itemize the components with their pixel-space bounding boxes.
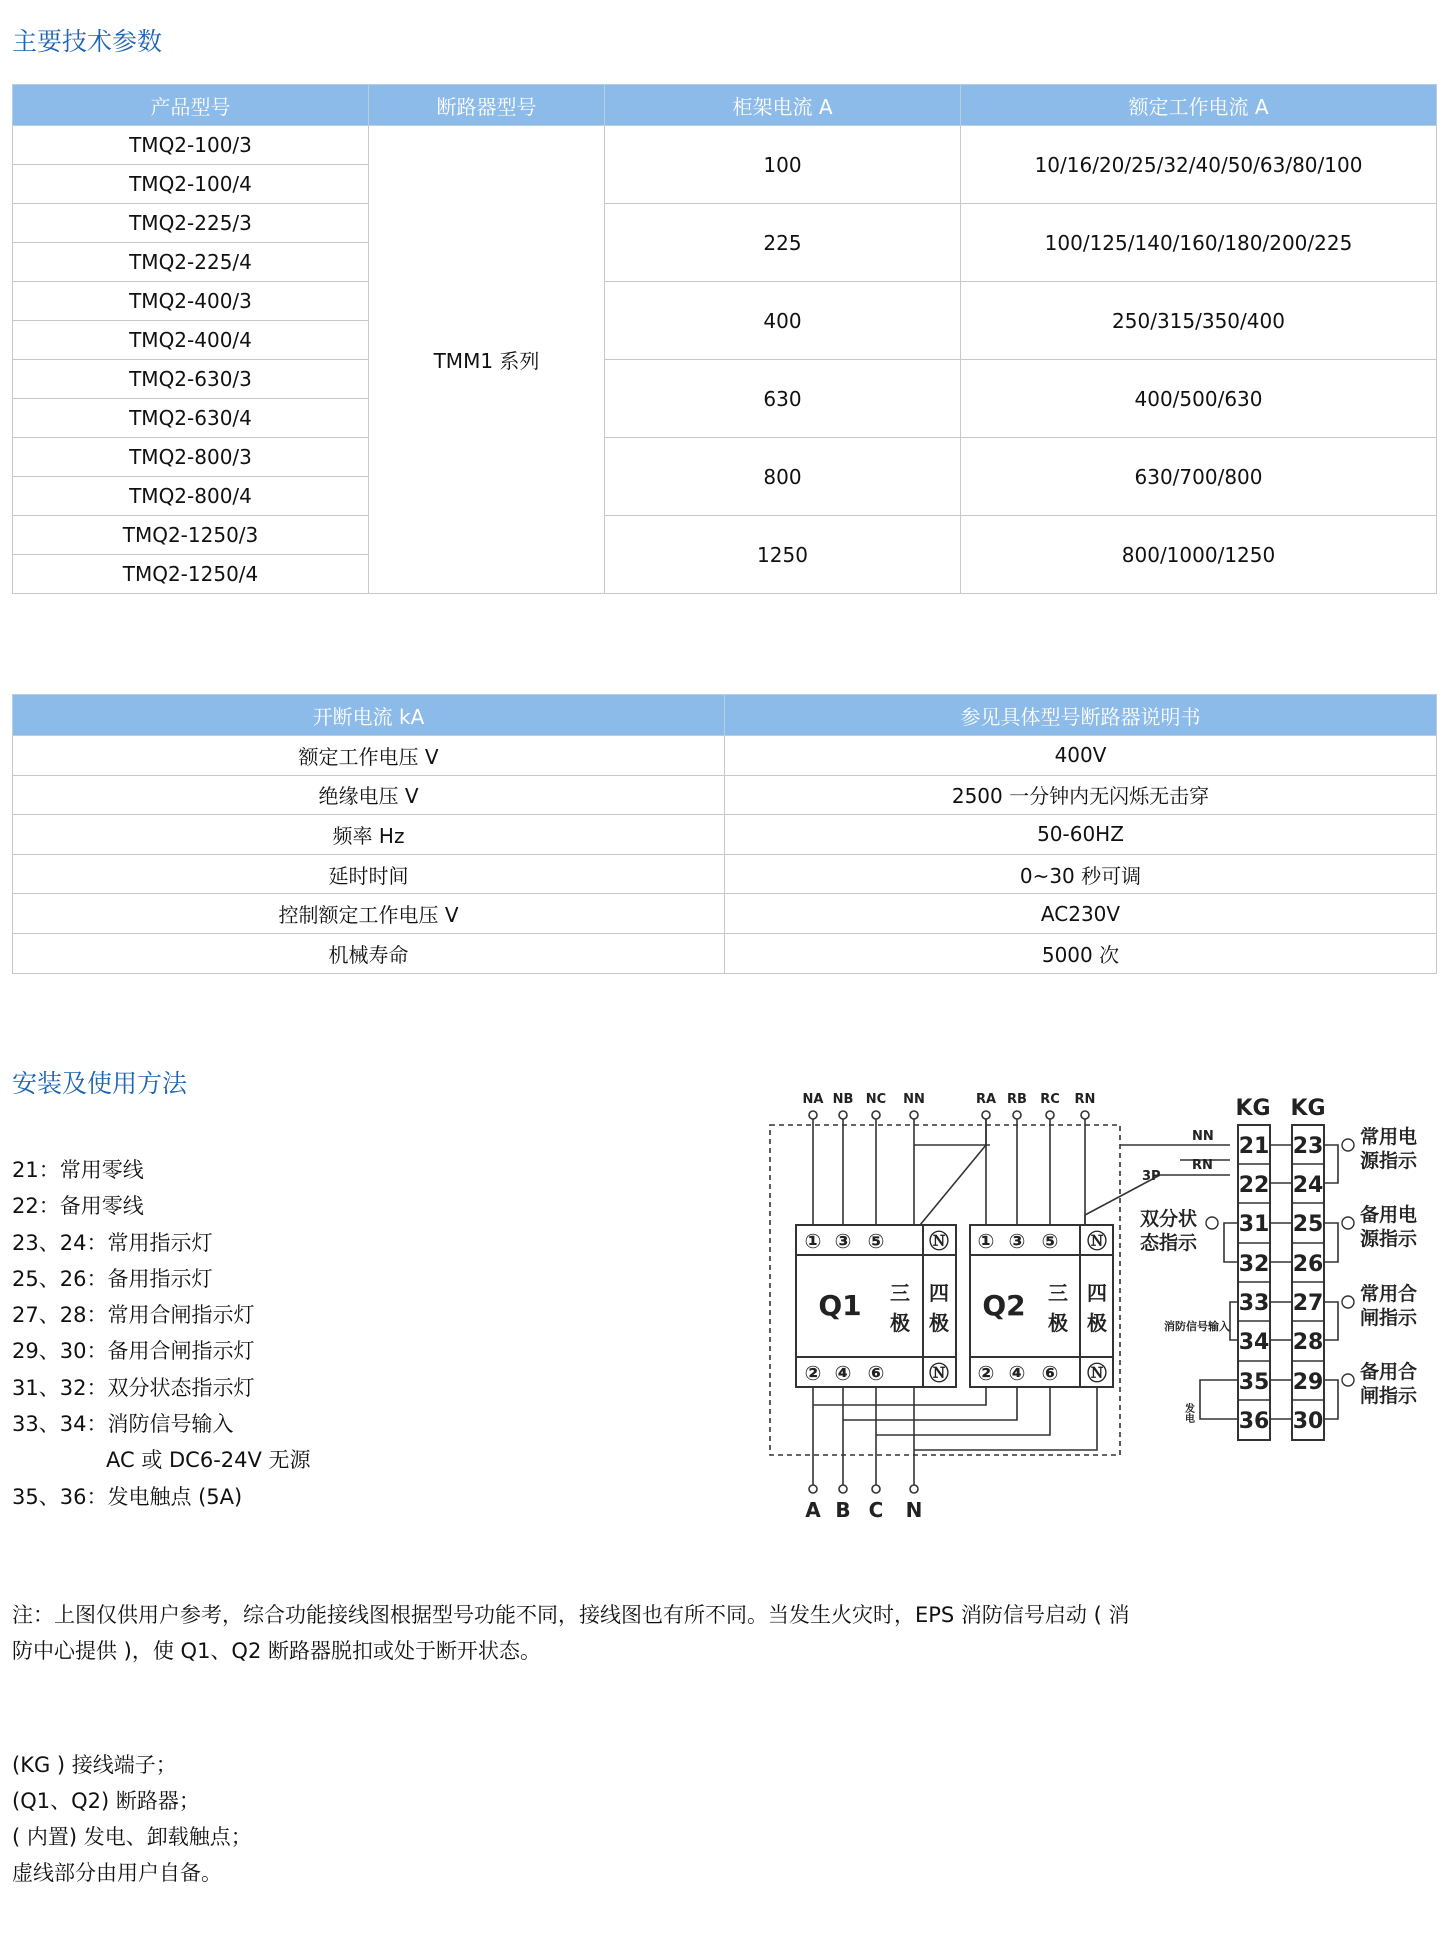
pole-label: 极 (1087, 1311, 1107, 1335)
table-row (13, 204, 1437, 243)
header-cell: 柜架电流 A (605, 85, 961, 126)
wiring-diagram (760, 1085, 1450, 1525)
frame-cell: 400 (605, 282, 961, 360)
kg-label: KG (1235, 1096, 1271, 1121)
model-cell: TMQ2-630/3 (13, 360, 369, 399)
legend-item: 35、36：发电触点 (5A) (12, 1484, 243, 1509)
lamp-label: 常用电 (1360, 1126, 1418, 1148)
lamp-label: 闸指示 (1360, 1385, 1418, 1407)
wire-label: 3P (1142, 1169, 1161, 1184)
legend-item: 21：常用零线 (12, 1158, 144, 1182)
header-cell: 产品型号 (13, 85, 369, 126)
terminal-number: 24 (1292, 1173, 1324, 1198)
param-cell: 绝缘电压 V (13, 775, 725, 815)
pole-label: 极 (1048, 1311, 1068, 1335)
lamp-label: 源指示 (1360, 1150, 1418, 1172)
section-title-specs: 主要技术参数 (12, 27, 163, 56)
main-spec-table (12, 84, 1437, 594)
param-cell: 额定工作电压 V (13, 736, 725, 776)
terminal-number: 35 (1238, 1370, 1270, 1395)
terminal-label: Ⓝ (1087, 1361, 1107, 1385)
model-cell: TMQ2-100/3 (13, 126, 369, 165)
terminal-number: 32 (1238, 1252, 1270, 1277)
model-cell: TMQ2-225/4 (13, 243, 369, 282)
terminal-label: ④ (834, 1361, 852, 1385)
rated-cell: 800/1000/1250 (961, 516, 1437, 594)
diagram-key (12, 1747, 252, 1891)
wire-label: RN (1192, 1158, 1213, 1173)
terminal-number: 21 (1238, 1134, 1270, 1159)
terminal-number: 34 (1238, 1330, 1270, 1355)
terminal-number: 25 (1292, 1212, 1324, 1237)
top-label: NB (832, 1092, 854, 1107)
pole-label: 三 (1048, 1281, 1068, 1305)
bottom-label: C (868, 1498, 884, 1522)
model-cell: TMQ2-1250/3 (13, 516, 369, 555)
table-row (13, 736, 1437, 776)
pole-label: 四 (1087, 1281, 1107, 1305)
param-cell: 延时时间 (13, 854, 725, 894)
model-cell: TMQ2-630/4 (13, 399, 369, 438)
param-cell: 机械寿命 (13, 933, 725, 973)
electrical-spec-table (12, 694, 1437, 974)
breaker-q2 (970, 1225, 1113, 1387)
terminal-number: 29 (1292, 1370, 1324, 1395)
value-cell: 400V (725, 736, 1437, 776)
terminal-number: 27 (1292, 1291, 1324, 1316)
key-item: (Q1、Q2) 断路器； (12, 1789, 200, 1813)
table-row (13, 815, 1437, 855)
frame-cell: 800 (605, 438, 961, 516)
frame-cell: 1250 (605, 516, 961, 594)
table-header-row (13, 85, 1437, 126)
terminal-number: 28 (1292, 1330, 1324, 1355)
table-row (13, 126, 1437, 165)
header-cell: 开断电流 kA (13, 695, 725, 736)
terminal-label: ⑤ (1041, 1229, 1059, 1253)
value-cell: 2500 一分钟内无闪烁无击穿 (725, 775, 1437, 815)
breaker-q1 (796, 1225, 956, 1387)
frame-cell: 630 (605, 360, 961, 438)
terminal-label: Ⓝ (929, 1229, 949, 1253)
terminal-label: ③ (834, 1229, 852, 1253)
param-cell: 频率 Hz (13, 815, 725, 855)
header-cell: 参见具体型号断路器说明书 (725, 695, 1437, 736)
lamp-icon (1342, 1374, 1354, 1386)
table-row (13, 775, 1437, 815)
terminal-label: ⑥ (867, 1361, 885, 1385)
legend-item: 29、30：备用合闸指示灯 (12, 1339, 255, 1364)
terminal-block-left (1238, 1125, 1270, 1440)
table-row (13, 854, 1437, 894)
rated-cell: 630/700/800 (961, 438, 1437, 516)
terminal-label: ③ (1008, 1229, 1026, 1253)
top-label: RC (1040, 1092, 1060, 1107)
terminal-label: ② (804, 1361, 822, 1385)
top-label: NC (865, 1092, 887, 1107)
terminal-label: ④ (1008, 1361, 1026, 1385)
terminal-legend (12, 1152, 311, 1515)
frame-cell: 100 (605, 126, 961, 204)
table-row (13, 438, 1437, 477)
section-title-install: 安装及使用方法 (12, 1069, 188, 1098)
terminal-label: ① (977, 1229, 995, 1253)
lamp-icon (1342, 1296, 1354, 1308)
top-label: RA (975, 1092, 997, 1107)
generator-label: 发电 (1182, 1403, 1194, 1423)
terminal-label: ⑥ (1041, 1361, 1059, 1385)
terminal-label: ⑤ (867, 1229, 885, 1253)
lamp-icon (1206, 1217, 1218, 1229)
pole-label: 三 (890, 1281, 910, 1305)
pole-label: 四 (929, 1281, 949, 1305)
wire-label: NN (1192, 1129, 1214, 1144)
terminal-block-right (1292, 1125, 1324, 1440)
terminal-label: ① (804, 1229, 822, 1253)
rated-cell: 10/16/20/25/32/40/50/63/80/100 (961, 126, 1437, 204)
value-cell: 50-60HZ (725, 815, 1437, 855)
value-cell: AC230V (725, 894, 1437, 934)
breaker-label-q2: Q2 (982, 1289, 1026, 1322)
frame-cell: 225 (605, 204, 961, 282)
note-text: 注：上图仅供用户参考，综合功能接线图根据型号功能不同，接线图也有所不同。当发生火灾时，EPS 消防信号启动 ( 消防中心提供 )，使 Q1、Q2 断路器脱扣或处于断开状态。 (12, 1603, 1130, 1663)
breaker-label-q1: Q1 (818, 1289, 862, 1322)
rated-cell: 400/500/630 (961, 360, 1437, 438)
table-row (13, 282, 1437, 321)
bottom-label: B (835, 1498, 851, 1522)
top-label: NA (802, 1092, 824, 1107)
terminal-label: ② (977, 1361, 995, 1385)
terminal-number: 22 (1238, 1173, 1270, 1198)
lamp-icon (1342, 1139, 1354, 1151)
kg-label: KG (1290, 1096, 1326, 1121)
model-cell: TMQ2-400/3 (13, 282, 369, 321)
lamp-icon (1342, 1217, 1354, 1229)
bottom-label: A (805, 1498, 821, 1522)
legend-item: 25、26：备用指示灯 (12, 1266, 213, 1291)
lamp-label: 备用电 (1360, 1204, 1418, 1226)
terminal-number: 31 (1238, 1212, 1270, 1237)
table-row (13, 894, 1437, 934)
pole-label: 极 (929, 1311, 949, 1335)
legend-item: 31、32：双分状态指示灯 (12, 1375, 255, 1400)
header-cell: 额定工作电流 A (961, 85, 1437, 126)
lamp-label: 常用合 (1360, 1283, 1418, 1305)
model-cell: TMQ2-1250/4 (13, 555, 369, 594)
terminal-number: 26 (1292, 1252, 1324, 1277)
dual-status-label: 态指示 (1140, 1232, 1198, 1254)
table-header-row (13, 695, 1437, 736)
terminal-label: Ⓝ (1087, 1229, 1107, 1253)
value-cell: 5000 次 (725, 933, 1437, 973)
fire-signal-label: 消防信号输入 (1164, 1320, 1230, 1333)
top-label: RN (1074, 1092, 1096, 1107)
header-cell: 断路器型号 (369, 85, 605, 126)
rated-cell: 250/315/350/400 (961, 282, 1437, 360)
lamp-label: 源指示 (1360, 1228, 1418, 1250)
rated-cell: 100/125/140/160/180/200/225 (961, 204, 1437, 282)
top-label: NN (903, 1092, 925, 1107)
terminal-number: 23 (1292, 1134, 1324, 1159)
key-item: ( 内置) 发电、卸载触点； (12, 1825, 252, 1849)
table-row (13, 933, 1437, 973)
key-item: (KG ) 接线端子； (12, 1753, 177, 1777)
bottom-label: N (905, 1498, 923, 1522)
table-row (13, 516, 1437, 555)
terminal-number: 33 (1238, 1291, 1270, 1316)
legend-item: 22：备用零线 (12, 1194, 144, 1219)
key-item: 虚线部分由用户自备。 (12, 1861, 222, 1885)
model-cell: TMQ2-225/3 (13, 204, 369, 243)
legend-item: 23、24：常用指示灯 (12, 1230, 213, 1255)
legend-item: 33、34：消防信号输入 (12, 1412, 234, 1437)
table-row (13, 360, 1437, 399)
legend-item: AC 或 DC6-24V 无源 (106, 1448, 311, 1473)
model-cell: TMQ2-800/3 (13, 438, 369, 477)
pole-label: 极 (890, 1311, 910, 1335)
model-cell: TMQ2-400/4 (13, 321, 369, 360)
dual-status-label: 双分状 (1140, 1208, 1198, 1230)
value-cell: 0~30 秒可调 (725, 854, 1437, 894)
model-cell: TMQ2-800/4 (13, 477, 369, 516)
lamp-label: 闸指示 (1360, 1307, 1418, 1329)
model-cell: TMQ2-100/4 (13, 165, 369, 204)
terminal-number: 36 (1238, 1409, 1270, 1434)
terminal-number: 30 (1292, 1409, 1324, 1434)
param-cell: 控制额定工作电压 V (13, 894, 725, 934)
lamp-label: 备用合 (1360, 1361, 1418, 1383)
top-label: RB (1007, 1092, 1027, 1107)
legend-item: 27、28：常用合闸指示灯 (12, 1303, 255, 1328)
terminal-label: Ⓝ (929, 1361, 949, 1385)
breaker-cell: TMM1 系列 (369, 126, 605, 594)
